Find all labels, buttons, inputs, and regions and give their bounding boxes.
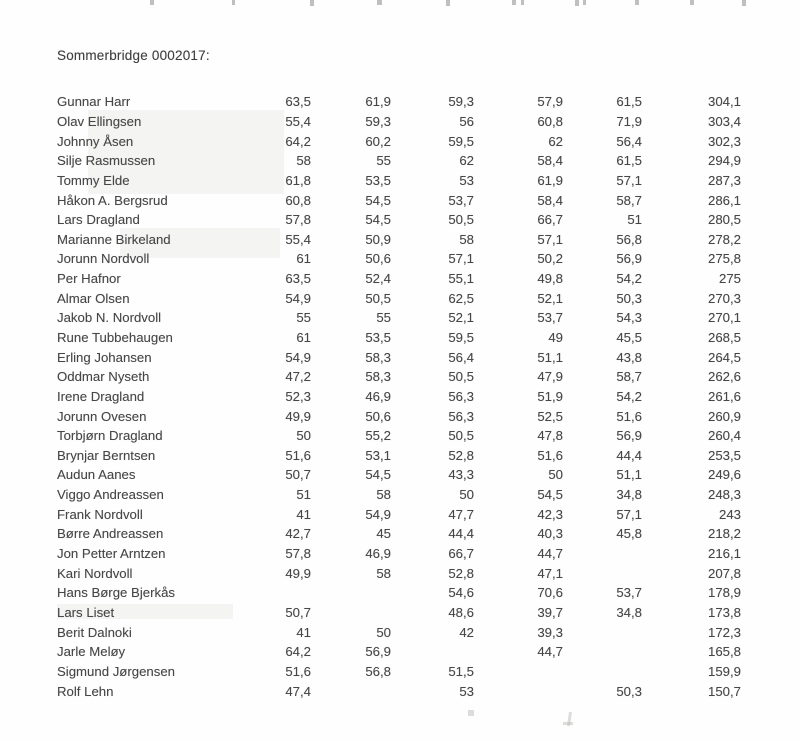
score-round-3: 54,6 bbox=[448, 585, 474, 601]
score-round-2: 59,3 bbox=[365, 113, 391, 129]
score-round-4: 62 bbox=[548, 133, 563, 149]
table-row bbox=[57, 504, 741, 524]
score-round-3: 50,5 bbox=[448, 212, 474, 228]
score-round-2: 55 bbox=[376, 153, 391, 169]
score-round-4: 54,5 bbox=[537, 487, 563, 503]
score-round-1: 61,8 bbox=[285, 172, 311, 188]
score-round-2: 50,5 bbox=[365, 290, 391, 306]
table-row bbox=[57, 308, 741, 328]
score-round-5: 58,7 bbox=[616, 369, 642, 385]
table-row bbox=[57, 347, 741, 367]
score-round-2: 58,3 bbox=[365, 349, 391, 365]
table-row bbox=[57, 485, 741, 505]
score-round-2: 45 bbox=[376, 526, 391, 542]
total-score: 249,6 bbox=[707, 467, 741, 483]
player-name: Per Hafnor bbox=[57, 271, 121, 287]
table-row bbox=[57, 465, 741, 485]
table-row bbox=[57, 367, 741, 387]
score-round-5: 44,4 bbox=[616, 447, 642, 463]
scan-artifact bbox=[310, 0, 314, 6]
total-score: 270,1 bbox=[707, 310, 741, 326]
score-round-1: 50,7 bbox=[285, 604, 311, 620]
score-round-5: 61,5 bbox=[616, 153, 642, 169]
player-name: Håkon A. Bergsrud bbox=[57, 192, 168, 208]
table-row bbox=[57, 681, 741, 701]
score-round-5: 71,9 bbox=[616, 113, 642, 129]
score-round-2: 61,9 bbox=[365, 94, 391, 110]
score-round-2: 58,3 bbox=[365, 369, 391, 385]
total-score: 260,4 bbox=[707, 428, 741, 444]
player-name: Jorunn Ovesen bbox=[57, 408, 147, 424]
table-row bbox=[57, 151, 741, 171]
scan-artifact bbox=[446, 0, 450, 6]
score-round-4: 51,6 bbox=[537, 447, 563, 463]
score-round-2: 50 bbox=[376, 624, 391, 640]
score-round-4: 58,4 bbox=[537, 192, 563, 208]
score-round-5: 34,8 bbox=[616, 604, 642, 620]
player-name: Sigmund Jørgensen bbox=[57, 663, 176, 679]
table-row bbox=[57, 583, 741, 603]
total-score: 248,3 bbox=[707, 487, 741, 503]
score-round-1: 61 bbox=[296, 251, 311, 267]
score-round-3: 55,1 bbox=[448, 271, 474, 287]
score-round-4: 44,7 bbox=[537, 644, 563, 660]
scan-artifact bbox=[575, 0, 579, 6]
table-row bbox=[57, 131, 741, 151]
total-score: 303,4 bbox=[707, 113, 741, 129]
score-round-3: 50 bbox=[459, 487, 474, 503]
score-round-3: 53,7 bbox=[448, 192, 474, 208]
player-name: Gunnar Harr bbox=[57, 94, 131, 110]
score-round-4: 70,6 bbox=[537, 585, 563, 601]
scan-artifact bbox=[512, 0, 516, 5]
total-score: 165,8 bbox=[707, 644, 741, 660]
score-round-5: 50,3 bbox=[616, 290, 642, 306]
total-score: 270,3 bbox=[707, 290, 741, 306]
table-row bbox=[57, 288, 741, 308]
scan-artifact bbox=[635, 0, 639, 5]
player-name: Rolf Lehn bbox=[57, 683, 114, 699]
score-round-4: 49 bbox=[548, 330, 563, 345]
score-round-3: 50,5 bbox=[448, 369, 474, 385]
score-round-3: 44,4 bbox=[448, 526, 474, 542]
total-score: 268,5 bbox=[707, 330, 741, 345]
score-round-5: 61,5 bbox=[616, 94, 642, 110]
player-name: Olav Ellingsen bbox=[57, 113, 142, 129]
score-round-3: 56,3 bbox=[448, 388, 474, 404]
score-round-5: 54,2 bbox=[616, 271, 642, 287]
player-name: Silje Rasmussen bbox=[57, 153, 156, 169]
score-round-4: 51,9 bbox=[537, 388, 563, 404]
score-round-2: 46,9 bbox=[365, 388, 391, 404]
score-round-3: 50,5 bbox=[448, 428, 474, 444]
score-round-1: 51,6 bbox=[285, 447, 311, 463]
score-round-1: 61 bbox=[296, 330, 311, 345]
score-round-3: 56 bbox=[459, 113, 474, 129]
score-round-4: 44,7 bbox=[537, 546, 563, 562]
score-round-4: 53,7 bbox=[537, 310, 563, 326]
score-round-3: 51,5 bbox=[448, 663, 474, 679]
score-round-3: 59,5 bbox=[448, 133, 474, 149]
score-round-1: 47,4 bbox=[285, 683, 311, 699]
scan-artifact bbox=[563, 722, 573, 725]
scan-artifact bbox=[690, 0, 694, 5]
table-row bbox=[57, 603, 741, 623]
score-round-4: 57,1 bbox=[537, 231, 563, 247]
score-round-1: 64,2 bbox=[285, 133, 311, 149]
score-round-3: 53 bbox=[459, 683, 474, 699]
total-score: 150,7 bbox=[707, 683, 741, 699]
score-round-5: 51,1 bbox=[616, 467, 642, 483]
score-round-4: 39,7 bbox=[537, 604, 563, 620]
table-row bbox=[57, 426, 741, 446]
scan-artifact bbox=[742, 0, 746, 6]
score-round-5: 56,9 bbox=[616, 251, 642, 267]
table-row bbox=[57, 328, 741, 348]
score-round-4: 42,3 bbox=[537, 506, 563, 522]
score-round-1: 51,6 bbox=[285, 663, 311, 679]
total-score: 173,8 bbox=[707, 604, 741, 620]
table-row bbox=[57, 171, 741, 191]
table-row bbox=[57, 269, 741, 289]
total-score: 218,2 bbox=[707, 526, 741, 542]
score-round-4: 47,8 bbox=[537, 428, 563, 444]
score-round-4: 58,4 bbox=[537, 153, 563, 169]
score-round-2: 58 bbox=[376, 565, 391, 581]
score-round-5: 57,1 bbox=[616, 506, 642, 522]
table-row bbox=[57, 190, 741, 210]
score-round-3: 56,3 bbox=[448, 408, 474, 424]
score-round-1: 57,8 bbox=[285, 212, 311, 228]
score-round-1: 41 bbox=[296, 624, 311, 640]
score-round-1: 54,9 bbox=[285, 349, 311, 365]
score-round-1: 52,3 bbox=[285, 388, 311, 404]
score-round-3: 53 bbox=[459, 172, 474, 188]
score-round-5: 58,7 bbox=[616, 192, 642, 208]
score-round-1: 47,2 bbox=[285, 369, 311, 385]
table-row bbox=[57, 249, 741, 269]
total-score: 243 bbox=[718, 506, 741, 522]
score-round-2: 53,5 bbox=[365, 330, 391, 345]
table-row bbox=[57, 524, 741, 544]
score-round-4: 50,2 bbox=[537, 251, 563, 267]
score-round-5: 56,8 bbox=[616, 231, 642, 247]
scan-artifact bbox=[232, 0, 235, 5]
player-name: Johnny Åsen bbox=[57, 133, 134, 149]
score-round-4: 52,1 bbox=[537, 290, 563, 306]
score-round-1: 49,9 bbox=[285, 565, 311, 581]
total-score: 264,5 bbox=[707, 349, 741, 365]
score-round-3: 57,1 bbox=[448, 251, 474, 267]
score-round-2: 50,9 bbox=[365, 231, 391, 247]
score-round-5: 51,6 bbox=[616, 408, 642, 424]
scan-artifact bbox=[583, 0, 586, 5]
score-round-1: 57,8 bbox=[285, 546, 311, 562]
score-round-2: 50,6 bbox=[365, 251, 391, 267]
score-round-5: 54,2 bbox=[616, 388, 642, 404]
score-round-4: 50 bbox=[548, 467, 563, 483]
table-row bbox=[57, 387, 741, 407]
player-name: Hans Børge Bjerkås bbox=[57, 585, 175, 601]
score-round-5: 56,4 bbox=[616, 133, 642, 149]
player-name: Erling Johansen bbox=[57, 349, 152, 365]
score-round-5: 43,8 bbox=[616, 349, 642, 365]
score-round-3: 62 bbox=[459, 153, 474, 169]
table-row bbox=[57, 112, 741, 132]
player-name: Lars Dragland bbox=[57, 212, 140, 228]
total-score: 260,9 bbox=[707, 408, 741, 424]
scan-artifact bbox=[150, 0, 154, 5]
score-round-4: 52,5 bbox=[537, 408, 563, 424]
score-round-3: 58 bbox=[459, 231, 474, 247]
score-round-2: 54,5 bbox=[365, 467, 391, 483]
score-round-1: 51 bbox=[296, 487, 311, 503]
page-title: Sommerbridge 0002017: bbox=[57, 48, 210, 63]
score-round-4: 66,7 bbox=[537, 212, 563, 228]
score-round-3: 42 bbox=[459, 624, 474, 640]
score-round-3: 59,3 bbox=[448, 94, 474, 110]
player-name: Audun Aanes bbox=[57, 467, 136, 483]
table-row bbox=[57, 642, 741, 662]
score-round-3: 52,8 bbox=[448, 447, 474, 463]
score-round-5: 57,1 bbox=[616, 172, 642, 188]
total-score: 287,3 bbox=[707, 172, 741, 188]
total-score: 159,9 bbox=[707, 663, 741, 679]
score-round-1: 55 bbox=[296, 310, 311, 326]
score-round-5: 53,7 bbox=[616, 585, 642, 601]
total-score: 262,6 bbox=[707, 369, 741, 385]
score-round-2: 56,8 bbox=[365, 663, 391, 679]
score-round-3: 56,4 bbox=[448, 349, 474, 365]
player-name: Børre Andreassen bbox=[57, 526, 164, 542]
player-name: Oddmar Nyseth bbox=[57, 369, 150, 385]
score-round-4: 40,3 bbox=[537, 526, 563, 542]
player-name: Jon Petter Arntzen bbox=[57, 546, 166, 562]
score-round-2: 60,2 bbox=[365, 133, 391, 149]
score-round-3: 52,8 bbox=[448, 565, 474, 581]
score-round-2: 55,2 bbox=[365, 428, 391, 444]
player-name: Torbjørn Dragland bbox=[57, 428, 163, 444]
total-score: 280,5 bbox=[707, 212, 741, 228]
score-round-5: 50,3 bbox=[616, 683, 642, 699]
table-row bbox=[57, 622, 741, 642]
score-round-2: 46,9 bbox=[365, 546, 391, 562]
table-row bbox=[57, 92, 741, 112]
total-score: 294,9 bbox=[707, 153, 741, 169]
score-round-2: 58 bbox=[376, 487, 391, 503]
score-round-5: 45,8 bbox=[616, 526, 642, 542]
score-round-1: 55,4 bbox=[285, 113, 311, 129]
score-round-4: 47,9 bbox=[537, 369, 563, 385]
score-round-2: 53,5 bbox=[365, 172, 391, 188]
total-score: 253,5 bbox=[707, 447, 741, 463]
score-round-4: 51,1 bbox=[537, 349, 563, 365]
score-round-1: 50 bbox=[296, 428, 311, 444]
score-round-5: 45,5 bbox=[616, 330, 642, 345]
scan-artifact bbox=[521, 0, 524, 5]
table-row bbox=[57, 563, 741, 583]
score-round-2: 54,5 bbox=[365, 192, 391, 208]
score-round-5: 34,8 bbox=[616, 487, 642, 503]
player-name: Almar Olsen bbox=[57, 290, 130, 306]
score-round-2: 56,9 bbox=[365, 644, 391, 660]
total-score: 172,3 bbox=[707, 624, 741, 640]
score-round-1: 50,7 bbox=[285, 467, 311, 483]
score-round-4: 47,1 bbox=[537, 565, 563, 581]
total-score: 278,2 bbox=[707, 231, 741, 247]
score-round-1: 64,2 bbox=[285, 644, 311, 660]
total-score: 261,6 bbox=[707, 388, 741, 404]
score-round-1: 54,9 bbox=[285, 290, 311, 306]
score-round-2: 54,9 bbox=[365, 506, 391, 522]
total-score: 207,8 bbox=[707, 565, 741, 581]
total-score: 302,3 bbox=[707, 133, 741, 149]
player-name: Frank Nordvoll bbox=[57, 506, 143, 522]
score-round-2: 52,4 bbox=[365, 271, 391, 287]
score-round-3: 62,5 bbox=[448, 290, 474, 306]
player-name: Viggo Andreassen bbox=[57, 487, 164, 503]
score-round-3: 59,5 bbox=[448, 330, 474, 345]
player-name: Brynjar Berntsen bbox=[57, 447, 156, 463]
total-score: 178,9 bbox=[707, 585, 741, 601]
score-round-3: 47,7 bbox=[448, 506, 474, 522]
score-round-1: 42,7 bbox=[285, 526, 311, 542]
player-name: Berit Dalnoki bbox=[57, 624, 132, 640]
score-round-3: 43,3 bbox=[448, 467, 474, 483]
player-name: Kari Nordvoll bbox=[57, 565, 133, 581]
score-round-1: 60,8 bbox=[285, 192, 311, 208]
player-name: Jorunn Nordvoll bbox=[57, 251, 150, 267]
table-row bbox=[57, 406, 741, 426]
score-round-1: 41 bbox=[296, 506, 311, 522]
player-name: Jarle Meløy bbox=[57, 644, 126, 660]
score-round-1: 58 bbox=[296, 153, 311, 169]
score-round-2: 53,1 bbox=[365, 447, 391, 463]
table-row bbox=[57, 544, 741, 564]
total-score: 275 bbox=[718, 271, 741, 287]
table-row bbox=[57, 210, 741, 230]
player-name: Lars Liset bbox=[57, 604, 115, 620]
total-score: 275,8 bbox=[707, 251, 741, 267]
score-round-5: 54,3 bbox=[616, 310, 642, 326]
score-round-2: 54,5 bbox=[365, 212, 391, 228]
total-score: 216,1 bbox=[707, 546, 741, 562]
score-round-1: 63,5 bbox=[285, 94, 311, 110]
score-round-4: 61,9 bbox=[537, 172, 563, 188]
scan-artifact bbox=[377, 0, 382, 5]
score-round-2: 50,6 bbox=[365, 408, 391, 424]
table-row bbox=[57, 229, 741, 249]
score-round-4: 49,8 bbox=[537, 271, 563, 287]
score-round-1: 49,9 bbox=[285, 408, 311, 424]
results-table bbox=[57, 92, 741, 701]
score-round-4: 39,3 bbox=[537, 624, 563, 640]
score-round-4: 57,9 bbox=[537, 94, 563, 110]
player-name: Irene Dragland bbox=[57, 388, 145, 404]
player-name: Tommy Elde bbox=[57, 172, 130, 188]
table-row bbox=[57, 662, 741, 682]
total-score: 286,1 bbox=[707, 192, 741, 208]
score-round-2: 55 bbox=[376, 310, 391, 326]
scan-artifact bbox=[468, 710, 474, 716]
score-round-5: 56,9 bbox=[616, 428, 642, 444]
player-name: Marianne Birkeland bbox=[57, 231, 171, 247]
total-score: 304,1 bbox=[707, 94, 741, 110]
score-round-5: 51 bbox=[627, 212, 642, 228]
score-round-3: 52,1 bbox=[448, 310, 474, 326]
score-round-3: 66,7 bbox=[448, 546, 474, 562]
player-name: Rune Tubbehaugen bbox=[57, 330, 173, 345]
score-round-3: 48,6 bbox=[448, 604, 474, 620]
score-round-4: 60,8 bbox=[537, 113, 563, 129]
score-round-1: 55,4 bbox=[285, 231, 311, 247]
table-row bbox=[57, 446, 741, 466]
score-round-1: 63,5 bbox=[285, 271, 311, 287]
player-name: Jakob N. Nordvoll bbox=[57, 310, 162, 326]
